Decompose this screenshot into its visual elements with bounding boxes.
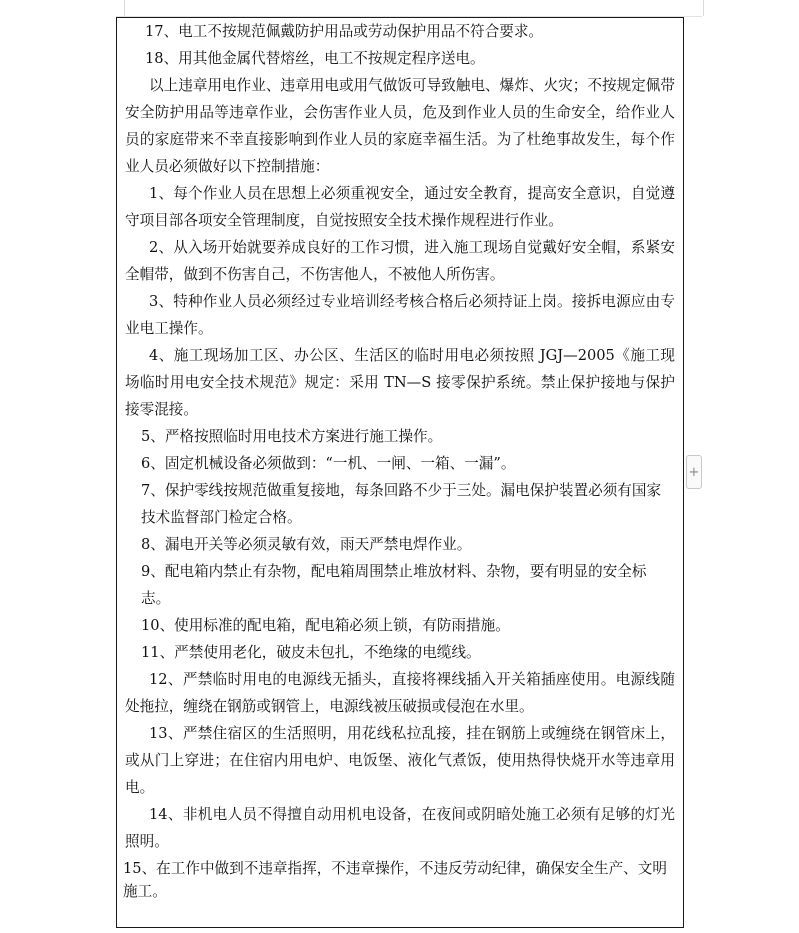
paragraph-measure-5: 5、严格按照临时用电技术方案进行施工操作。 (141, 428, 443, 445)
paragraph-measure-12: 12、严禁临时用电的电源线无插头，直接将裸线插入开关箱插座使用。电源线随处拖拉，缠绕在钢筋或钢管上，电源线被压破损或侵泡在水里。 (125, 671, 675, 715)
paragraph-summary: 以上违章用电作业、违章用电或用气做饭可导致触电、爆炸、火灾；不按规定佩带安全防护用品等违章作业，会伤害作业人员，危及到作业人员的生命安全，给作业人员的家庭带来不幸直接影响到作业人员的家庭幸福生活。为了杜绝事故发生，每个作业人员必须做好以下控制措施： (125, 77, 675, 175)
plus-icon: + (688, 464, 700, 480)
paragraph-measure-10: 10、使用标准的配电箱，配电箱必须上锁，有防雨措施。 (141, 617, 510, 634)
paragraph-measure-6: 6、固定机械设备必须做到：“一机、一闸、一箱、一漏”。 (141, 455, 516, 472)
paragraph-measure-7: 7、保护零线按规范做重复接地，每条回路不少于三处。漏电保护装置必须有国家技术监督部门检定合格。 (141, 482, 662, 526)
paragraph-measure-9: 9、配电箱内禁止有杂物，配电箱周围禁止堆放材料、杂物，要有明显的安全标志。 (141, 563, 647, 607)
paragraph-measure-2: 2、从入场开始就要养成良好的工作习惯，进入施工现场自觉戴好安全帽，系紧安全帽带，做到不伤害自己，不伤害他人，不被他人所伤害。 (125, 239, 675, 283)
paragraph-item-18: 18、用其他金属代替熔丝，电工不按规定程序送电。 (145, 50, 485, 67)
paragraph-measure-8: 8、漏电开关等必须灵敏有效，雨天严禁电焊作业。 (141, 536, 472, 553)
document-text-box[interactable] (116, 17, 684, 928)
paragraph-measure-15: 15、在工作中做到不违章指挥，不违章操作，不违反劳动纪律，确保安全生产、文明施工。 (123, 860, 667, 900)
paragraph-measure-4: 4、施工现场加工区、办公区、生活区的临时用电必须按照 JGJ—2005《施工现场临时用电安全技术规范》规定：采用 TN—S 接零保护系统。禁止保护接地与保护接零混接。 (125, 347, 675, 418)
paragraph-measure-14: 14、非机电人员不得擅自动用机电设备，在夜间或阴暗处施工必须有足够的灯光照明。 (125, 806, 675, 850)
add-button[interactable] (686, 455, 702, 489)
paragraph-measure-3: 3、特种作业人员必须经过专业培训经考核合格后必须持证上岗。接拆电源应由专业电工操作。 (125, 293, 675, 337)
paragraph-item-17: 17、电工不按规范佩戴防护用品或劳动保护用品不符合要求。 (145, 23, 544, 40)
page-margin-guides (124, 0, 704, 16)
paragraph-measure-13: 13、严禁住宿区的生活照明，用花线私拉乱接，挂在钢筋上或缠绕在钢管床上，或从门上穿进；在住宿内用电炉、电饭堡、液化气煮饭，使用热得快烧开水等违章用电。 (125, 725, 675, 796)
document-body (117, 18, 683, 903)
paragraph-measure-11: 11、严禁使用老化，破皮未包扎，不绝缘的电缆线。 (141, 644, 481, 661)
paragraph-measure-1: 1、每个作业人员在思想上必须重视安全，通过安全教育，提高安全意识，自觉遵守项目部各项安全管理制度，自觉按照安全技术操作规程进行作业。 (125, 185, 675, 229)
